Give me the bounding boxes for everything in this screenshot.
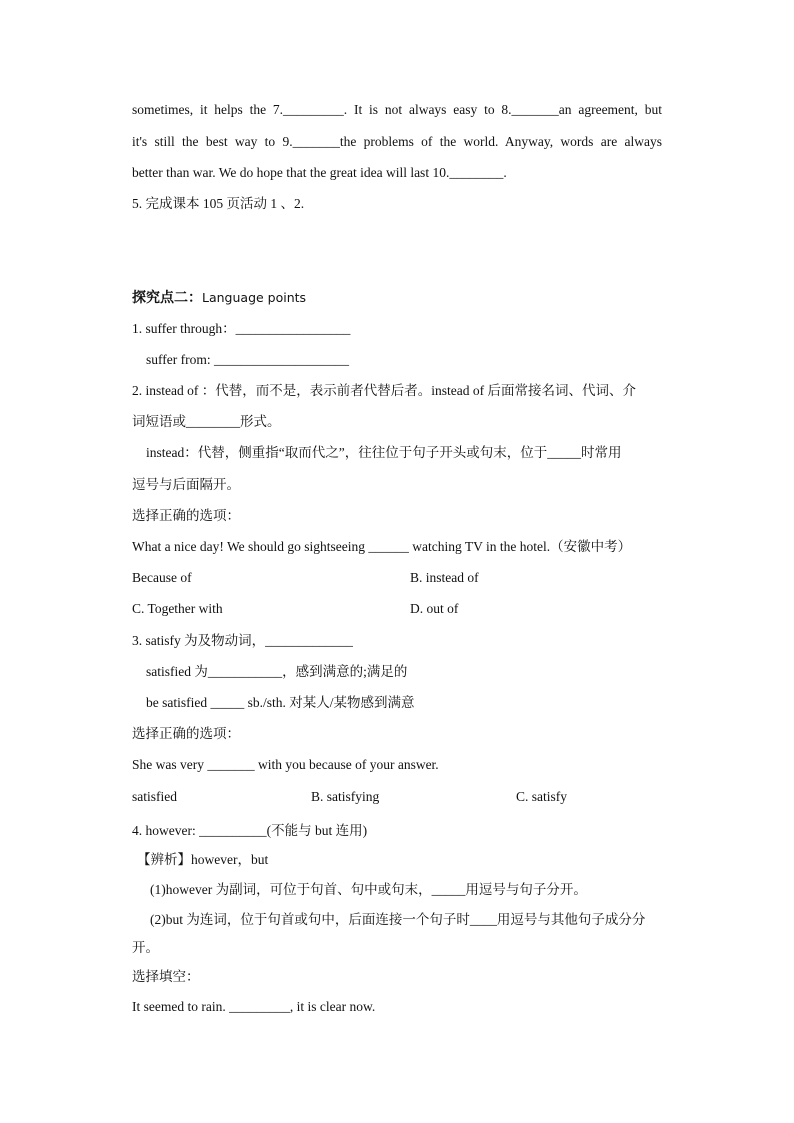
- choose-label-1: 选择正确的选项：: [132, 508, 240, 523]
- exercise-3-question: It seemed to rain. _________, it is clear now.: [132, 999, 376, 1014]
- item-4-compare: 【辨析】however，but: [137, 852, 269, 867]
- exercise-2-option-b: B. satisfying: [311, 789, 380, 804]
- section-heading-en: Language points: [202, 290, 307, 305]
- item-2-instead-of-cont: 词短语或________形式。: [132, 414, 281, 429]
- item-3-satisfied: satisfied 为___________，感到满意的;满足的: [146, 664, 408, 679]
- exercise-2-option-c: C. satisfy: [516, 789, 568, 804]
- section-heading-cn: 探究点二：: [132, 290, 202, 306]
- exercise-1-option-b: B. instead of: [410, 570, 479, 585]
- passage-line-1: sometimes, it helps the 7._________. It is not always easy to 8._______an agreement, but: [132, 102, 662, 117]
- exercise-1-option-a: Because of: [132, 570, 192, 585]
- task-5: 5. 完成课本 105 页活动 1 、2.: [132, 196, 305, 211]
- item-4-point-1: (1)however 为副词，可位于句首、句中或句末，_____用逗号与句子分开。: [150, 882, 587, 897]
- item-4-however: 4. however: __________(不能与 but 连用): [132, 823, 368, 838]
- item-2-instead-cont: 逗号与后面隔开。: [132, 477, 240, 492]
- item-3-be-satisfied: be satisfied _____ sb./sth. 对某人/某物感到满意: [146, 695, 415, 710]
- item-1-suffer-from: suffer from: ____________________: [146, 352, 349, 367]
- exercise-1-question: What a nice day! We should go sightseeing ______ watching TV in the hotel.（安徽中考）: [132, 539, 632, 554]
- item-4-point-2: (2)but 为连词，位于句首或句中，后面连接一个句子时____用逗号与其他句子成分分: [150, 912, 646, 927]
- section-heading: [132, 289, 662, 307]
- item-2-instead-of: 2. instead of ：代替，而不是，表示前者代替后者。instead of 后面常接名词、代词、介: [132, 383, 636, 398]
- exercise-1-option-c: C. Together with: [132, 601, 223, 616]
- exercise-2-option-a: satisfied: [132, 789, 177, 804]
- item-3-satisfy: 3. satisfy 为及物动词，_____________: [132, 633, 353, 648]
- choose-label-2: 选择正确的选项：: [132, 726, 240, 741]
- item-2-instead: instead：代替，侧重指“取而代之”，往往位于句子开头或句末，位于_____时常用: [146, 445, 622, 460]
- fill-label: 选择填空：: [132, 969, 200, 984]
- exercise-2-question: She was very _______ with you because of your answer.: [132, 757, 439, 772]
- passage-line-2: it's still the best way to 9._______the problems of the world. Anyway, words are always: [132, 134, 662, 149]
- item-1-suffer-through: 1. suffer through：_________________: [132, 321, 351, 336]
- passage-line-3: better than war. We do hope that the great idea will last 10.________.: [132, 165, 507, 180]
- item-4-point-2-cont: 开。: [132, 940, 159, 955]
- exercise-1-option-d: D. out of: [410, 601, 459, 616]
